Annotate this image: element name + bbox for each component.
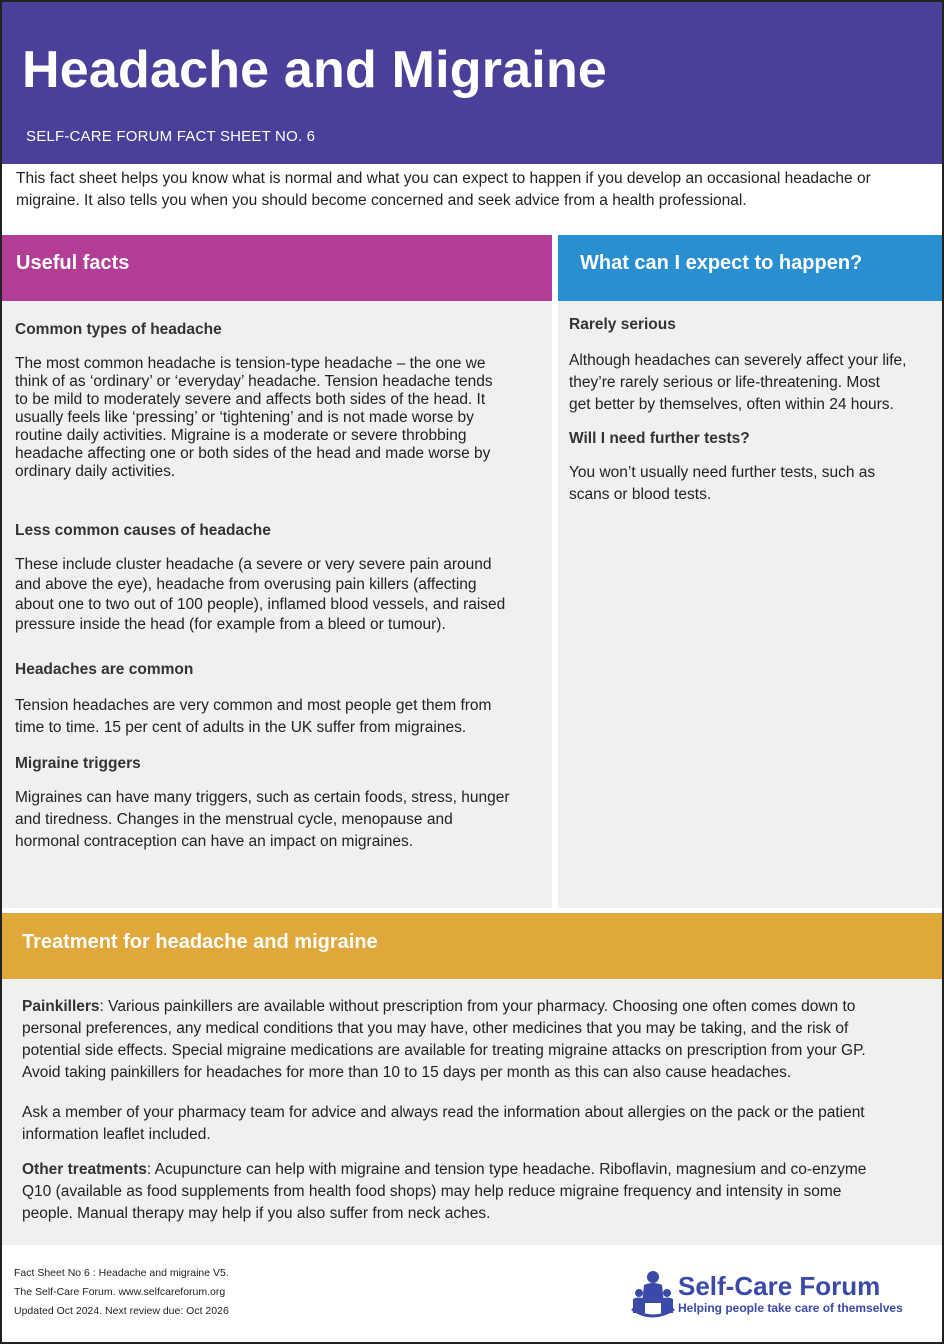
body-line: These include cluster headache (a severe or very severe pain around — [15, 556, 492, 573]
intro-paragraph — [16, 168, 932, 212]
treatment-panel — [2, 913, 942, 1245]
section-body — [15, 353, 545, 483]
section-heading: Common types of headache — [15, 321, 222, 338]
treatment-advice — [22, 1102, 922, 1146]
treatment-heading: Treatment for headache and migraine — [2, 913, 942, 979]
section-heading: Less common causes of headache — [15, 522, 271, 539]
footer-line: Fact Sheet No 6 : Headache and migraine V5. — [14, 1267, 229, 1279]
footer-line: Updated Oct 2024. Next review due: Oct 2026 — [14, 1305, 229, 1317]
body-line: pressure inside the head (for example from a bleed or tumour). — [15, 616, 446, 633]
body-line: get better by themselves, often within 24 hours. — [569, 396, 894, 413]
body-line: ordinary daily activities. — [15, 463, 176, 480]
body-line: Migraines can have many triggers, such as certain foods, stress, hunger — [15, 789, 510, 806]
expect-panel — [558, 235, 942, 908]
useful-facts-panel — [2, 235, 552, 908]
intro-line: This fact sheet helps you know what is normal and what you can expect to happen if you develop an occasional headache or — [16, 170, 871, 187]
body-line: hormonal contraception can have an impact on migraines. — [15, 833, 414, 850]
section-less-common — [15, 520, 545, 636]
body-line: Tension headaches are very common and most people get them from — [15, 697, 492, 714]
page-subtitle: SELF-CARE FORUM FACT SHEET NO. 6 — [26, 128, 316, 145]
self-care-forum-logo — [630, 1269, 930, 1321]
section-further-tests — [569, 428, 939, 506]
section-common-types — [15, 319, 545, 483]
section-body — [569, 350, 939, 416]
painkillers-label: Painkillers — [22, 998, 100, 1015]
body-line: to be mild to moderately severe and affects both sides of the head. It — [15, 391, 486, 408]
treatment-painkillers — [22, 996, 922, 1084]
section-heading: Will I need further tests? — [569, 430, 750, 447]
body-line: scans or blood tests. — [569, 486, 712, 503]
useful-facts-heading: Useful facts — [2, 235, 552, 301]
body-line: information leaflet included. — [22, 1126, 211, 1143]
body-line: : Acupuncture can help with migraine and tension type headache. Riboflavin, magnesium and co-enzyme — [146, 1161, 867, 1178]
body-line: personal preferences, any medical conditions that you may have, other medicines that you may be taking, and the risk of — [22, 1020, 849, 1037]
body-line: Avoid taking painkillers for headaches for more than 10 to 15 days per month as this can also cause headaches. — [22, 1064, 792, 1081]
body-line: headache affecting one or both sides of the head and made worse by — [15, 445, 491, 462]
section-migraine-triggers — [15, 753, 545, 853]
section-heading: Headaches are common — [15, 661, 194, 678]
section-body — [15, 554, 545, 636]
body-line: usually feels like ‘pressing’ or ‘tightening’ and is not made worse by — [15, 409, 474, 426]
body-line: Ask a member of your pharmacy team for advice and always read the information about allergies on the pack or the patient — [22, 1104, 865, 1121]
body-line: think of as ‘ordinary’ or ‘everyday’ headache. Tension headache tends — [15, 373, 493, 390]
body-line: they’re rarely serious or life-threatening. Most — [569, 374, 880, 391]
section-heading: Migraine triggers — [15, 755, 141, 772]
logo-name: Self-Care Forum — [678, 1271, 881, 1301]
logo-tagline: Helping people take care of themselves — [678, 1301, 903, 1315]
section-body — [15, 787, 545, 853]
body-line: about one to two out of 100 people), inflamed blood vessels, and raised — [15, 596, 506, 613]
footer-info — [14, 1264, 229, 1321]
body-line: Q10 (available as food supplements from health food shops) may help reduce migraine frequency and intensity in some — [22, 1183, 842, 1200]
body-line: and above the eye), headache from overusing pain killers (affecting — [15, 576, 477, 593]
section-heading: Rarely serious — [569, 316, 676, 333]
section-headaches-common — [15, 659, 545, 739]
other-treatments-label: Other treatments — [22, 1161, 147, 1178]
body-line: routine daily activities. Migraine is a moderate or severe throbbing — [15, 427, 467, 444]
section-body — [569, 462, 939, 506]
body-line: : Various painkillers are available without prescription from your pharmacy. Choosing one often comes down to — [99, 998, 856, 1015]
treatment-other — [22, 1159, 922, 1225]
page-title: Headache and Migraine — [22, 41, 608, 99]
intro-line: migraine. It also tells you when you should become concerned and seek advice from a health professional. — [16, 192, 747, 209]
footer-line: The Self-Care Forum. www.selfcareforum.org — [14, 1286, 226, 1298]
section-body — [15, 695, 545, 739]
header-banner — [2, 2, 942, 164]
body-line: and tiredness. Changes in the menstrual cycle, menopause and — [15, 811, 453, 828]
body-line: Although headaches can severely affect your life, — [569, 352, 907, 369]
body-line: The most common headache is tension-type headache – the one we — [15, 355, 486, 372]
body-line: You won’t usually need further tests, such as — [569, 464, 876, 481]
body-line: time to time. 15 per cent of adults in the UK suffer from migraines. — [15, 719, 467, 736]
body-line: people. Manual therapy may help if you also suffer from neck aches. — [22, 1205, 491, 1222]
body-line: potential side effects. Special migraine medications are available for treating migraine attacks on prescription from your GP. — [22, 1042, 866, 1059]
expect-heading: What can I expect to happen? — [558, 235, 942, 301]
people-group-icon — [630, 1269, 676, 1321]
section-rarely-serious — [569, 314, 939, 416]
